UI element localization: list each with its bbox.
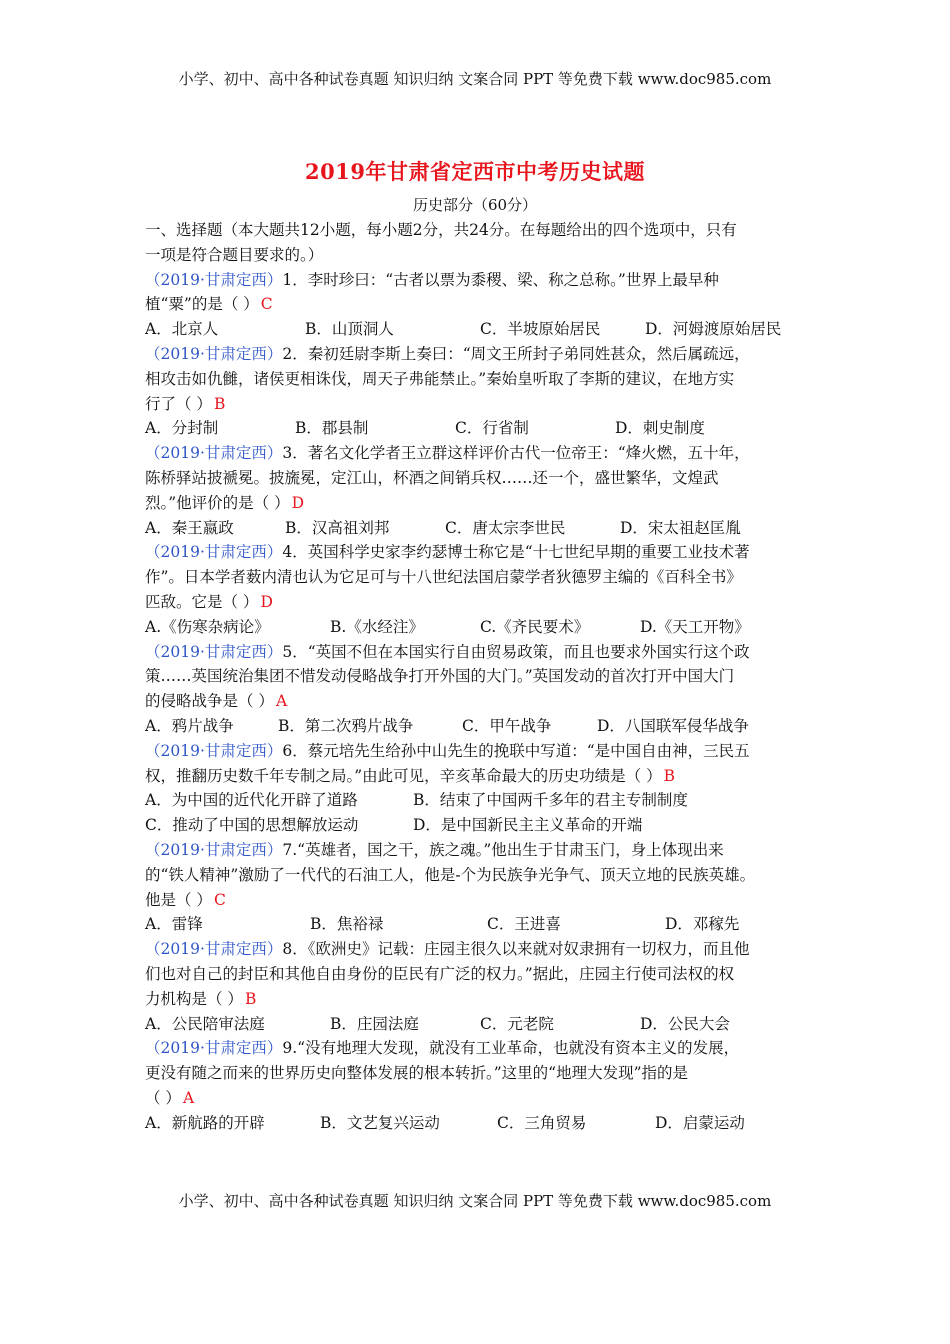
- question-7: [145, 838, 805, 937]
- question-text: 陈桥驿站披褫冕。披旒冕，定江山，杯酒之间销兵权……还一个，盛世繁华，文煌武: [145, 468, 719, 487]
- option-A: A．秦王嬴政: [145, 518, 234, 537]
- question-text: 作”。日本学者薮内清也认为它足可与十八世纪法国启蒙学者狄德罗主编的《百科全书》: [145, 568, 742, 587]
- question-text: 相攻击如仇雠，诸侯更相诛伐，周天子弗能禁止。”秦始皇听取了李斯的建议，在地方实: [145, 369, 735, 388]
- question-9: [145, 1036, 805, 1135]
- question-text: 权，推翻历史数千年专制之局。”由此可见，辛亥革命最大的历史功绩是（ ）: [145, 766, 662, 785]
- question-text-line: [145, 565, 805, 590]
- question-text: 们也对自己的封臣和其他自由身份的臣民有广泛的权力。”据此，庄园主行使司法权的权: [145, 964, 735, 983]
- question-text-line: [145, 268, 805, 293]
- question-text: 植“粟”的是（ ）: [145, 295, 259, 314]
- option-D: D．是中国新民主主义革命的开端: [413, 816, 643, 835]
- question-text-line: [145, 863, 805, 888]
- question-text: （ ）: [145, 1088, 181, 1107]
- option-B: B.《水经注》: [330, 617, 424, 636]
- question-text: 的侵略战争是（ ）: [145, 692, 274, 711]
- option-A: A.《伤寒杂病论》: [145, 617, 270, 636]
- question-text-line: [145, 689, 805, 714]
- option-A: A．分封制: [145, 419, 219, 438]
- page-footer: 小学、初中、高中各种试卷真题 知识归纳 文案合同 PPT 等免费下载 www.doc985.com: [178, 1192, 772, 1210]
- options-row: [145, 1111, 805, 1136]
- option-A: A．雷锋: [145, 915, 203, 934]
- question-text-line: [145, 466, 805, 491]
- option-D: D．河姆渡原始居民: [645, 320, 782, 339]
- option-B: B．结束了中国两千多年的君主专制制度: [413, 791, 688, 810]
- question-text: 更没有随之而来的世界历史向整体发展的根本转折。”这里的“地理大发现”指的是: [145, 1064, 689, 1083]
- question-text-line: [145, 590, 805, 615]
- option-D: D．宋太祖赵匡胤: [620, 518, 741, 537]
- question-text-line: [145, 739, 805, 764]
- question-text: 5．“英国不但在本国实行自由贸易政策，而且也要求外国实行这个政: [282, 642, 750, 661]
- option-D: D．邓稼先: [665, 915, 740, 934]
- exam-content: [145, 218, 805, 1135]
- options-row: [145, 714, 805, 739]
- option-A: A．北京人: [145, 320, 219, 339]
- answer-key: D: [260, 592, 273, 611]
- question-text: 策……英国统治集团不惜发动侵略战争打开外国的大门。”英国发动的首次打开中国大门: [145, 667, 735, 686]
- options-row: [145, 416, 805, 441]
- question-text: 1．李时珍曰：“古者以票为黍稷、梁、称之总称。”世界上最早种: [282, 270, 719, 289]
- option-A: A．公民陪审法庭: [145, 1014, 265, 1033]
- question-text-line: [145, 491, 805, 516]
- option-A: A．新航路的开辟: [145, 1113, 265, 1132]
- question-8: [145, 937, 805, 1036]
- option-D: D．刺史制度: [615, 419, 705, 438]
- question-1: [145, 268, 805, 342]
- question-2: [145, 342, 805, 441]
- answer-key: C: [213, 890, 226, 909]
- options-row: [145, 788, 805, 813]
- question-text-line: [145, 962, 805, 987]
- question-source: （2019·甘肃定西）: [145, 840, 283, 859]
- question-3: [145, 441, 805, 540]
- page-subtitle: 历史部分（60分）: [412, 196, 538, 214]
- question-text: 6．蔡元培先生给孙中山先生的挽联中写道：“是中国自由神，三民五: [282, 741, 750, 760]
- option-B: B．郡县制: [295, 419, 369, 438]
- options-row: [145, 813, 805, 838]
- question-source: （2019·甘肃定西）: [145, 543, 283, 562]
- option-B: B．山顶洞人: [305, 320, 394, 339]
- question-text-line: [145, 1036, 805, 1061]
- question-text: 匹敌。它是（ ）: [145, 592, 259, 611]
- option-C: C．元老院: [480, 1014, 554, 1033]
- question-text-line: [145, 838, 805, 863]
- option-D: D．启蒙运动: [655, 1113, 745, 1132]
- option-D: D．公民大会: [640, 1014, 730, 1033]
- question-list: [145, 268, 805, 1136]
- option-A: A．鸦片战争: [145, 716, 234, 735]
- question-source: （2019·甘肃定西）: [145, 940, 283, 959]
- question-text: 力机构是（ ）: [145, 989, 243, 1008]
- section-instruction-line: 一项是符合题目要求的。）: [145, 245, 324, 264]
- option-C: C．王进喜: [487, 915, 561, 934]
- question-text-line: [145, 664, 805, 689]
- page-header: 小学、初中、高中各种试卷真题 知识归纳 文案合同 PPT 等免费下载 www.doc985.com: [178, 70, 772, 88]
- option-B: B．汉高祖刘邦: [285, 518, 390, 537]
- answer-key: B: [663, 766, 675, 785]
- question-text-line: [145, 1086, 805, 1111]
- question-6: [145, 739, 805, 838]
- answer-key: B: [213, 394, 226, 413]
- question-text-line: [145, 342, 805, 367]
- question-text: 的“铁人精神”激励了一代代的石油工人，他是-个为民族争光争气、顶天立地的民族英雄。: [145, 865, 756, 884]
- question-text-line: [145, 540, 805, 565]
- question-text: 他是（ ）: [145, 890, 212, 909]
- question-text-line: [145, 764, 805, 789]
- options-row: [145, 1012, 805, 1037]
- question-text-line: [145, 292, 805, 317]
- question-text: 9.“没有地理大发现，就没有工业革命，也就没有资本主义的发展，: [282, 1039, 740, 1058]
- option-C: C.《齐民要术》: [480, 617, 590, 636]
- option-D: D.《天工开物》: [640, 617, 750, 636]
- question-text-line: [145, 937, 805, 962]
- option-C: C．行省制: [455, 419, 529, 438]
- question-source: （2019·甘肃定西）: [145, 1039, 283, 1058]
- options-row: [145, 516, 805, 541]
- answer-key: D: [291, 493, 305, 512]
- question-text-line: [145, 987, 805, 1012]
- option-B: B．第二次鸦片战争: [278, 716, 414, 735]
- question-source: （2019·甘肃定西）: [145, 741, 283, 760]
- option-D: D．八国联军侵华战争: [597, 716, 749, 735]
- question-text-line: [145, 392, 805, 417]
- question-text: 8．《欧洲史》记载：庄园主很久以来就对奴隶拥有一切权力，而且他: [282, 940, 750, 959]
- question-text: 行了（ ）: [145, 394, 212, 413]
- question-source: （2019·甘肃定西）: [145, 270, 283, 289]
- question-4: [145, 540, 805, 639]
- options-row: [145, 317, 805, 342]
- options-row: [145, 912, 805, 937]
- answer-key: C: [260, 295, 273, 314]
- question-source: （2019·甘肃定西）: [145, 344, 283, 363]
- question-text: 2．秦初廷尉李斯上奏曰：“周文王所封子弟同姓甚众，然后属疏远，: [282, 344, 750, 363]
- option-C: C．唐太宗李世民: [445, 518, 566, 537]
- question-text: 7.“英雄者，国之干，族之魂。”他出生于甘肃玉门，身上体现出来: [282, 840, 724, 859]
- section-instruction-line: 一、选择题（本大题共12小题，每小题2分，共24分。在每题给出的四个选项中，只有: [145, 221, 737, 239]
- option-A: A．为中国的近代化开辟了道路: [145, 791, 358, 810]
- option-C: C．半坡原始居民: [480, 320, 601, 339]
- answer-key: B: [244, 989, 257, 1008]
- question-text: 烈。”他评价的是（ ）: [145, 493, 290, 512]
- option-B: B．庄园法庭: [330, 1014, 419, 1033]
- question-5: [145, 640, 805, 739]
- option-C: C．三角贸易: [497, 1113, 587, 1132]
- options-row: [145, 615, 805, 640]
- option-B: B．焦裕禄: [310, 915, 384, 934]
- question-text-line: [145, 640, 805, 665]
- question-source: （2019·甘肃定西）: [145, 642, 283, 661]
- question-text: 4．英国科学史家李约瑟博士称它是“十七世纪早期的重要工业技术著: [282, 543, 750, 562]
- option-C: C．推动了中国的思想解放运动: [145, 816, 359, 835]
- question-text-line: [145, 367, 805, 392]
- question-text: 3．著名文化学者王立群这样评价古代一位帝王：“烽火燃，五十年，: [282, 444, 750, 463]
- page-title: 2019年甘肃省定西市中考历史试题: [305, 159, 645, 184]
- question-text-line: [145, 441, 805, 466]
- question-text-line: [145, 888, 805, 913]
- question-text-line: [145, 1061, 805, 1086]
- option-B: B．文艺复兴运动: [320, 1113, 440, 1132]
- question-source: （2019·甘肃定西）: [145, 444, 283, 463]
- option-C: C．甲午战争: [462, 716, 552, 735]
- answer-key: A: [275, 692, 288, 711]
- answer-key: A: [182, 1088, 195, 1107]
